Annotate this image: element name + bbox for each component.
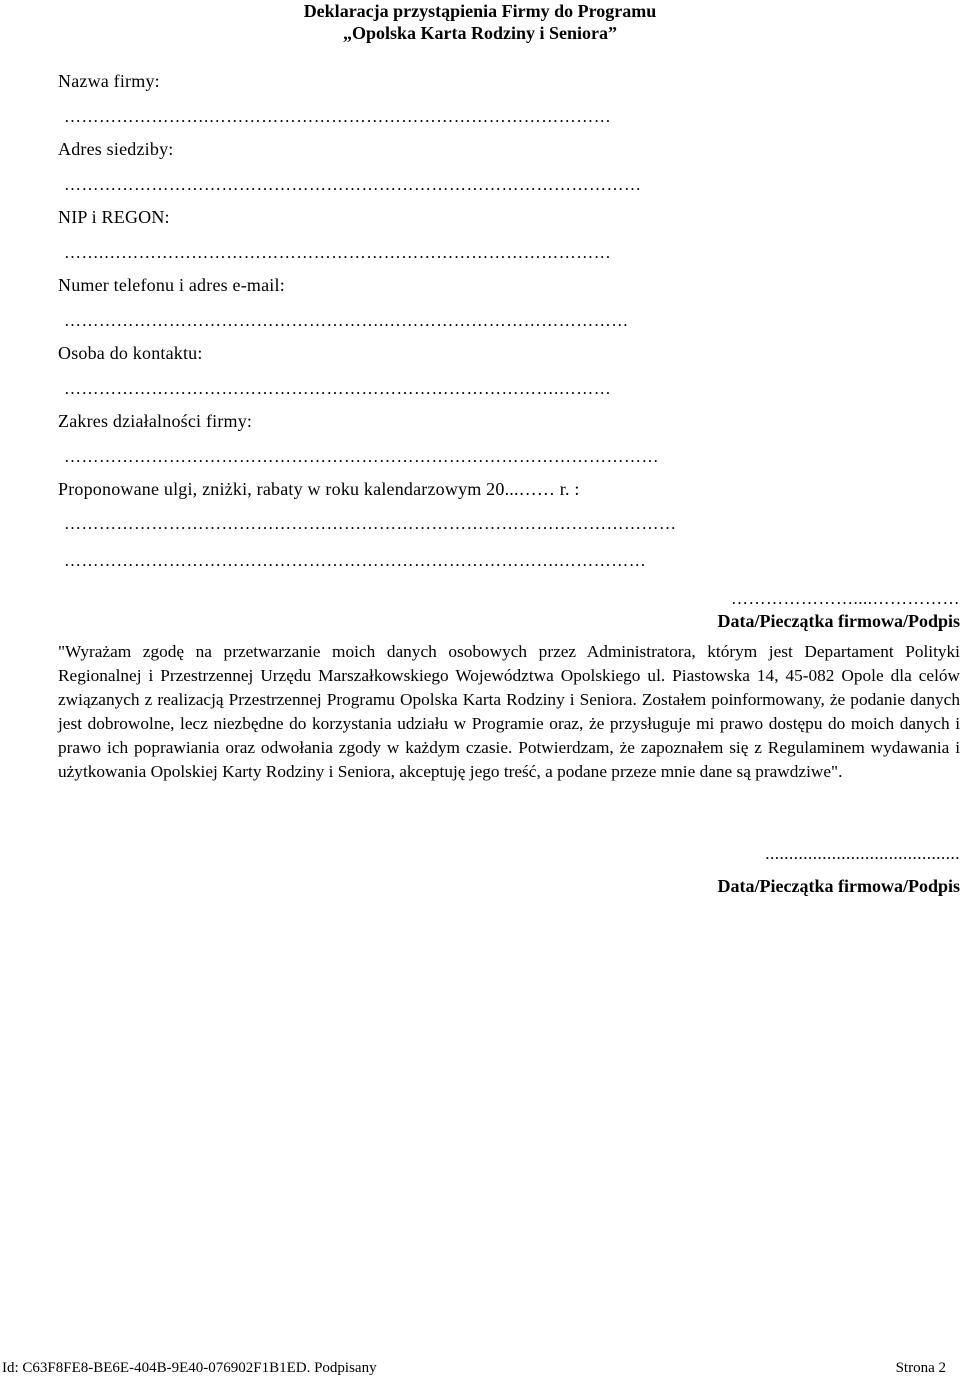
nip-regon-label: NIP i REGON:	[58, 207, 170, 227]
discounts-label: Proponowane ulgi, zniżki, rabaty w roku kalendarzowym 20...…… r. :	[58, 479, 580, 499]
signature-2-line[interactable]: .........................................	[765, 844, 960, 863]
phone-email-field[interactable]: ……………………………………………….……………………………………	[64, 311, 629, 330]
address-field[interactable]: ………………………………………………………………………………………	[64, 175, 642, 194]
signature-1-label: Data/Pieczątka firmowa/Podpis	[717, 611, 960, 631]
contact-person-label: Osoba do kontaktu:	[58, 343, 203, 363]
signature-2-label: Data/Pieczątka firmowa/Podpis	[717, 876, 960, 896]
contact-person-field[interactable]: ………………………………………………………………………….………	[64, 379, 612, 398]
page-number: Strona 2	[895, 1360, 946, 1376]
document-title: Deklaracja przystąpienia Firmy do Programu	[303, 1, 657, 21]
business-scope-label: Zakres działalności firmy:	[58, 411, 253, 431]
discounts-field-line-2[interactable]: ………………………………………………………………………….……………	[64, 551, 647, 570]
phone-email-label: Numer telefonu i adres e-mail:	[58, 275, 285, 295]
document-id: Id: C63F8FE8-BE6E-404B-9E40-076902F1B1ED. Podpisany	[2, 1360, 377, 1376]
business-scope-field[interactable]: …………………………………………………………………………………………	[64, 447, 659, 466]
signature-1-line[interactable]: …………………....……………	[731, 589, 960, 608]
consent-statement: "Wyrażam zgodę na przetwarzanie moich danych osobowych przez Administratora, którym jest Departament Polityki Regionalnej i Przestrzennej Urzędu Marszałkowskiego Województwa Opolskiego ul. Piastowska 14, 45-082 Opole dla celów związanych z realizacją Przestrzennej Programu Opolska Karta Rodziny i Seniora. Zostałem poinformowany, że podanie danych jest dobrowolne, lecz niezbędne do korzystania udziału w Programie oraz, że przysługuje mi prawo dostępu do moich danych i prawo ich poprawiania oraz odwołania zgody w każdym czasie. Potwierdzam, że zapoznałem się z Regulaminem wydawania i użytkowania Opolskiej Karty Rodziny i Seniora, akceptuję jego treść, a podane przeze mnie dane są prawdziwe".	[58, 642, 960, 781]
company-name-field[interactable]: …………………….……………………………………………………………	[64, 107, 612, 126]
program-name: „Opolska Karta Rodziny i Seniora”	[342, 23, 618, 43]
address-label: Adres siedziby:	[58, 139, 174, 159]
company-name-label: Nazwa firmy:	[58, 71, 160, 91]
discounts-field-line-1[interactable]: ……………………………………………………………………………………………	[64, 514, 677, 533]
nip-regon-field[interactable]: …….……………………………………………………………………………	[64, 243, 612, 262]
